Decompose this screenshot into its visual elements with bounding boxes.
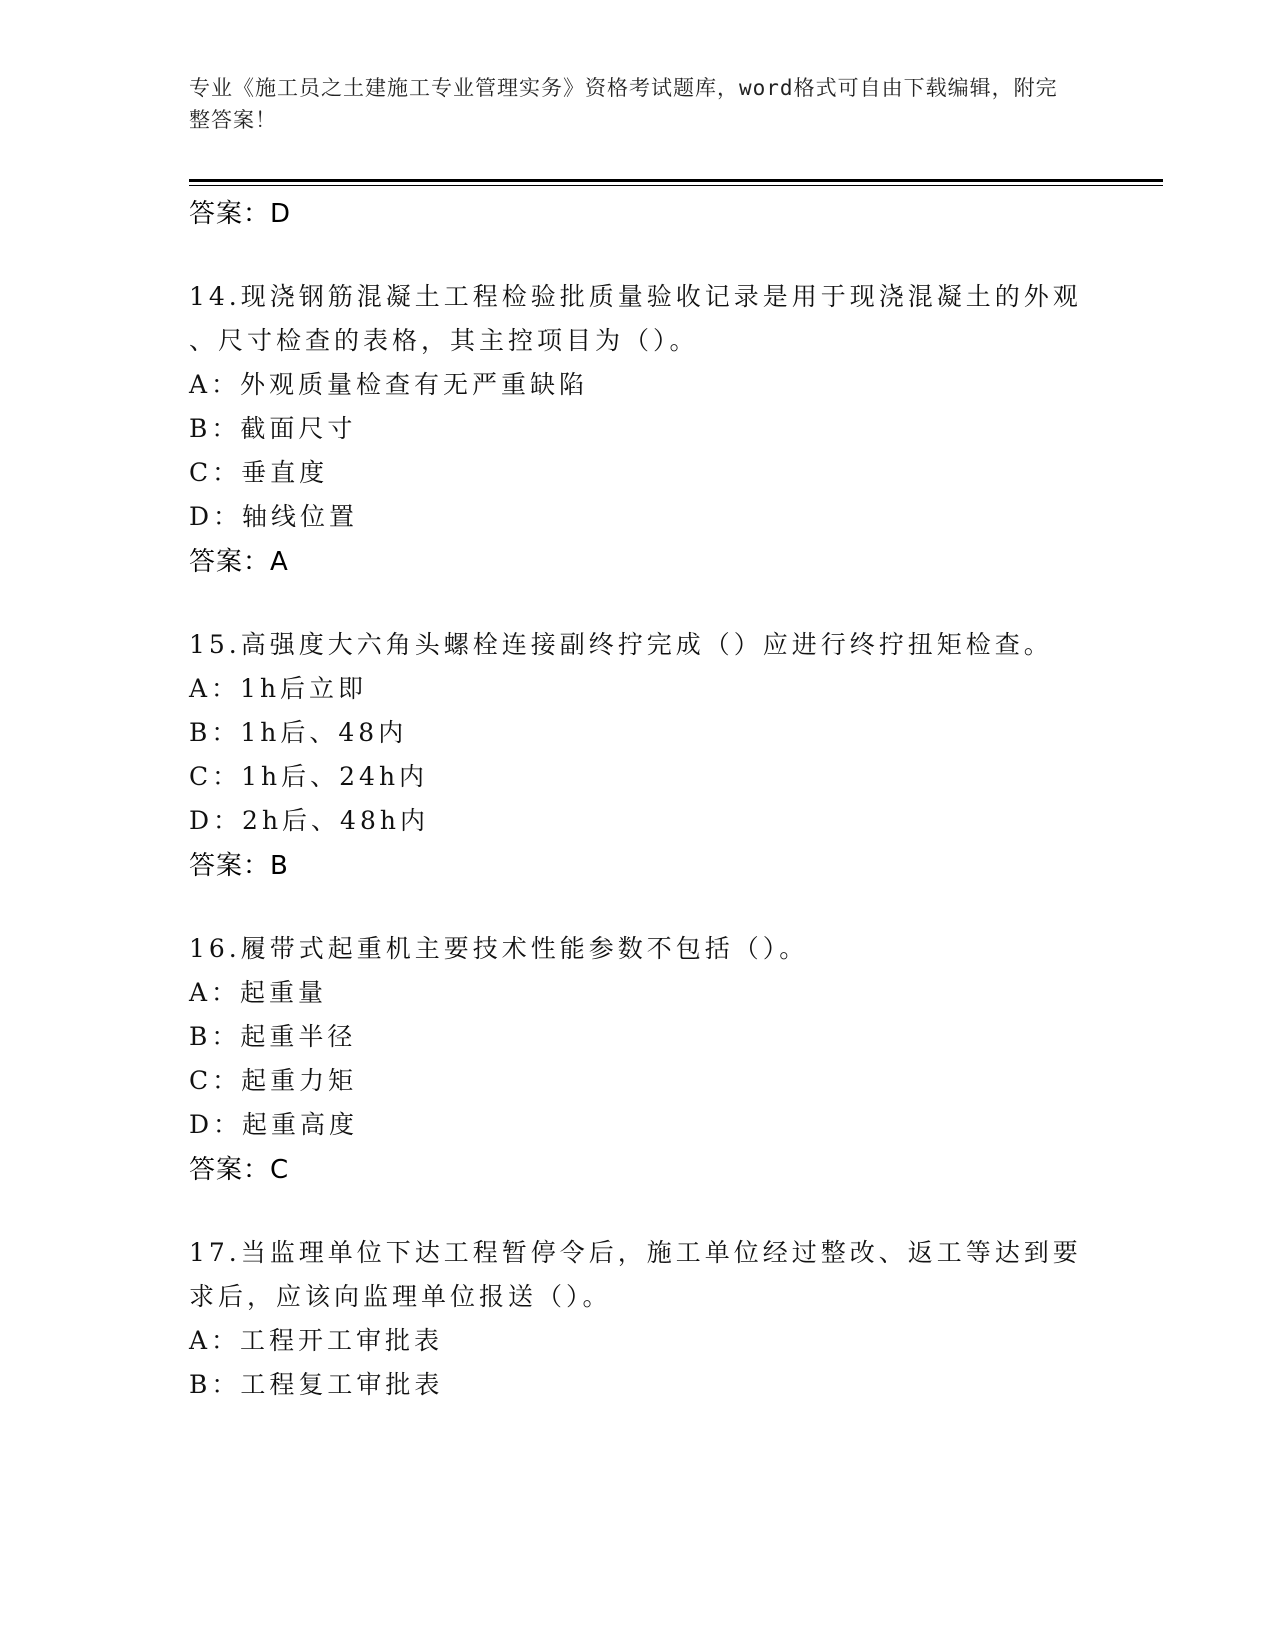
header-divider-thin: [189, 185, 1163, 186]
question-16-stem: 16.履带式起重机主要技术性能参数不包括（）。: [189, 934, 809, 963]
question-17-option-a: A：工程开工审批表: [189, 1326, 444, 1355]
question-14-option-a: A：外观质量检查有无严重缺陷: [189, 370, 589, 399]
question-14-option-c: C：垂直度: [189, 458, 329, 487]
page-header-text: 专业《施工员之土建施工专业管理实务》资格考试题库，word格式可自由下载编辑，附完整答案！: [189, 76, 1058, 132]
question-14-option-b: B：截面尺寸: [189, 414, 357, 443]
question-16-option-d: D：起重高度: [189, 1110, 359, 1139]
question-14-answer: 答案：A: [189, 547, 289, 577]
question-14-stem-line-1: 14.现浇钢筋混凝土工程检验批质量验收记录是用于现浇混凝土的外观: [189, 282, 1082, 311]
question-16-option-c: C：起重力矩: [189, 1066, 358, 1095]
question-15-answer: 答案：B: [189, 851, 289, 881]
question-14-option-d: D：轴线位置: [189, 502, 359, 531]
question-16-option-b: B：起重半径: [189, 1022, 357, 1051]
question-17-stem-line-2: 求后，应该向监理单位报送（）。: [189, 1282, 612, 1311]
question-17-stem-line-1: 17.当监理单位下达工程暂停令后，施工单位经过整改、返工等达到要: [189, 1238, 1082, 1267]
question-15-option-b: B：1h后、48内: [189, 718, 408, 747]
question-14-stem-line-2: 、尺寸检查的表格，其主控项目为（）。: [189, 326, 699, 355]
question-15-option-c: C：1h后、24h内: [189, 762, 429, 791]
question-17-option-b: B：工程复工审批表: [189, 1370, 444, 1399]
question-16-option-a: A：起重量: [189, 978, 328, 1007]
question-15-option-a: A：1h后立即: [189, 674, 368, 703]
header-divider-thick: [189, 179, 1163, 182]
answer-previous: 答案：D: [189, 199, 292, 229]
question-15-stem: 15.高强度大六角头螺栓连接副终拧完成（）应进行终拧扭矩检查。: [189, 630, 1053, 659]
question-15-option-d: D：2h后、48h内: [189, 806, 429, 835]
question-16-answer: 答案：C: [189, 1155, 290, 1185]
